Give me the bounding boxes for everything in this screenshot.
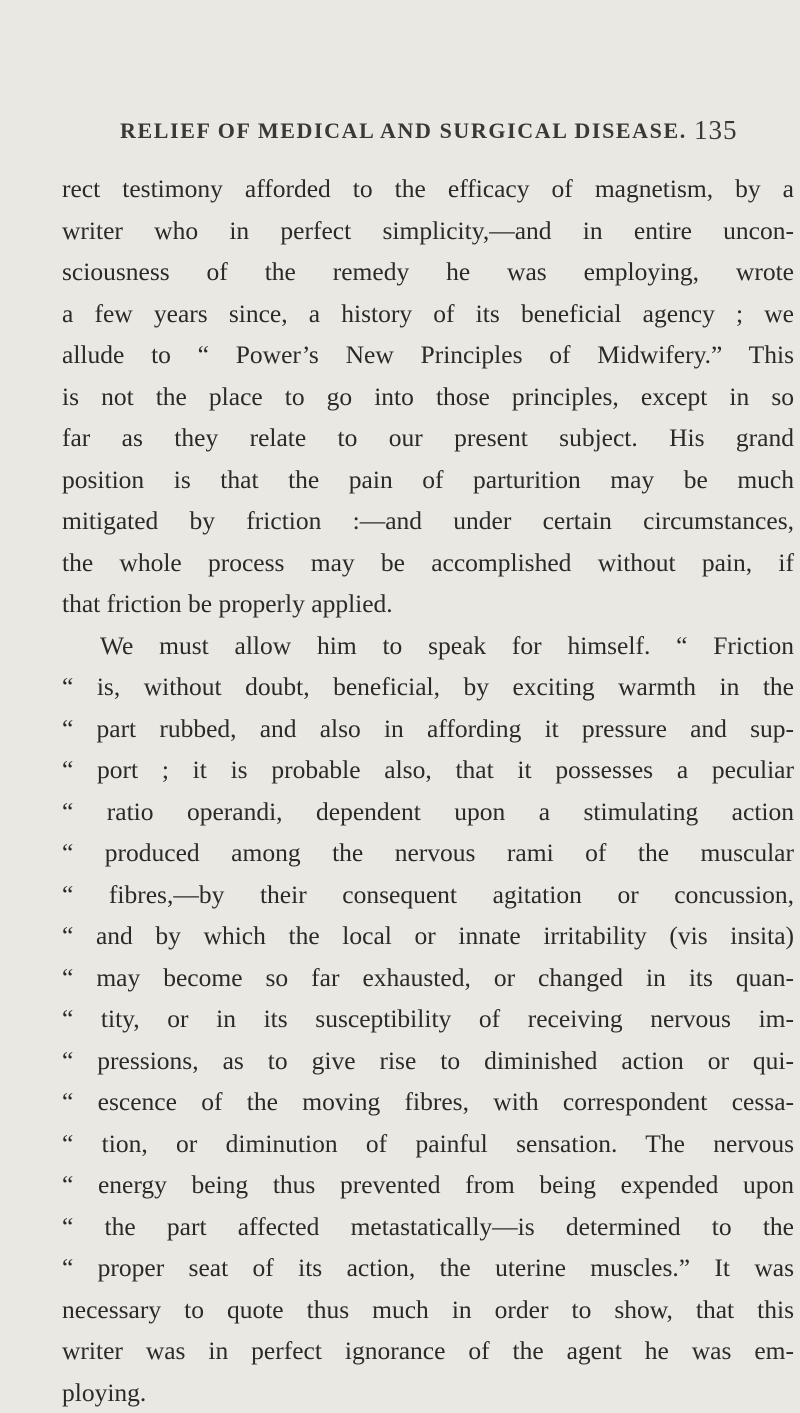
text-line: “ the part affected metastatically—is determined to the — [62, 1206, 794, 1248]
text-line: a few years since, a history of its beneficial agency ; we — [62, 293, 794, 335]
text-line: writer was in perfect ignorance of the agent he was em- — [62, 1330, 794, 1372]
text-line: We must allow him to speak for himself. “ Friction — [62, 625, 794, 667]
text-line: mitigated by friction :—and under certain circumstances, — [62, 500, 794, 542]
text-line: sciousness of the remedy he was employing, wrote — [62, 251, 794, 293]
text-line: necessary to quote thus much in order to show, that this — [62, 1289, 794, 1331]
text-line: far as they relate to our present subject. His grand — [62, 417, 794, 459]
text-line: the whole process may be accomplished without pain, if — [62, 542, 794, 584]
text-line: “ ratio operandi, dependent upon a stimulating action — [62, 791, 794, 833]
text-line: “ may become so far exhausted, or changed in its quan- — [62, 957, 794, 999]
text-line: “ tion, or diminution of painful sensation. The nervous — [62, 1123, 794, 1165]
text-line: “ is, without doubt, beneficial, by exciting warmth in the — [62, 666, 794, 708]
text-line: “ part rubbed, and also in affording it pressure and sup- — [62, 708, 794, 750]
text-line: “ port ; it is probable also, that it possesses a peculiar — [62, 749, 794, 791]
text-line: “ proper seat of its action, the uterine muscles.” It was — [62, 1247, 794, 1289]
text-line: “ energy being thus prevented from being expended upon — [62, 1164, 794, 1206]
text-line: “ produced among the nervous rami of the muscular — [62, 832, 794, 874]
page-number: 135 — [694, 115, 738, 146]
running-head-title: RELIEF OF MEDICAL AND SURGICAL DISEASE. — [120, 118, 687, 144]
text-line: allude to “ Power’s New Principles of Midwifery.” This — [62, 334, 794, 376]
text-line: writer who in perfect simplicity,—and in entire uncon- — [62, 210, 794, 252]
text-line: “ fibres,—by their consequent agitation or concussion, — [62, 874, 794, 916]
text-line: “ pressions, as to give rise to diminished action or qui- — [62, 1040, 794, 1082]
text-line: “ and by which the local or innate irritability (vis insita) — [62, 915, 794, 957]
body-text — [62, 168, 794, 1413]
text-line: that friction be properly applied. — [62, 583, 794, 625]
text-line: is not the place to go into those principles, except in so — [62, 376, 794, 418]
text-line: rect testimony afforded to the efficacy of magnetism, by a — [62, 168, 794, 210]
text-line: “ escence of the moving fibres, with correspondent cessa- — [62, 1081, 794, 1123]
text-line: “ tity, or in its susceptibility of receiving nervous im- — [62, 998, 794, 1040]
text-line: position is that the pain of parturition may be much — [62, 459, 794, 501]
text-line: ploying. — [62, 1372, 794, 1413]
running-head — [120, 118, 800, 158]
